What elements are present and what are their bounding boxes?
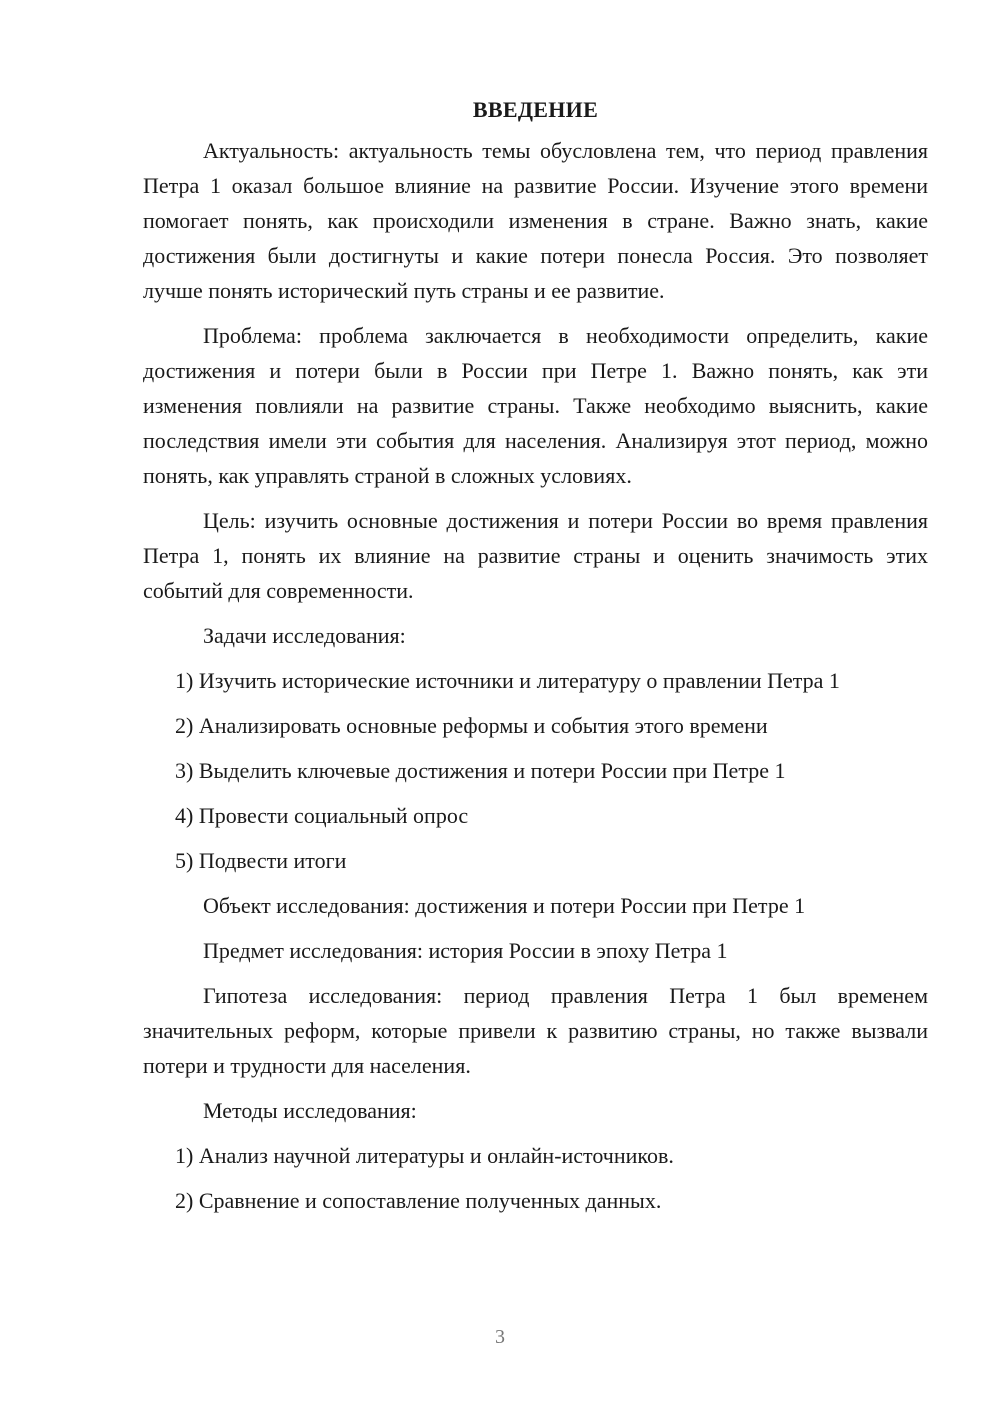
list-item: 4) Провести социальный опрос xyxy=(175,803,469,828)
list-item: 2) Сравнение и сопоставление полученных данных. xyxy=(175,1188,662,1213)
list-item: 1) Изучить исторические источники и литературу о правлении Петра 1 xyxy=(175,668,840,693)
subject-paragraph: Предмет исследования: история России в эпоху Петра 1 xyxy=(203,938,728,963)
tasks-heading: Задачи исследования: xyxy=(203,623,406,648)
problem-paragraph: Проблема: проблема заключается в необходимости определить, какие достижения и потери были в России при Петре 1. Важно понять, как эти изменения повлияли на развитие страны. Также необходимо выяснить, какие последствия имели эти события для населения. Анализируя этот период, можно понять, как управлять страной в сложных условиях. xyxy=(143,323,928,488)
hypothesis-paragraph: Гипотеза исследования: период правления Петра 1 был временем значительных реформ, которые привели к развитию страны, но также вызвали потери и трудности для населения. xyxy=(143,983,928,1078)
document-page xyxy=(143,95,928,1228)
tasks-list xyxy=(143,663,928,878)
goal-paragraph: Цель: изучить основные достижения и потери России во время правления Петра 1, понять их влияние на развитие страны и оценить значимость этих событий для современности. xyxy=(143,508,928,603)
object-paragraph: Объект исследования: достижения и потери России при Петре 1 xyxy=(203,893,806,918)
relevance-paragraph: Актуальность: актуальность темы обусловлена тем, что период правления Петра 1 оказал большое влияние на развитие России. Изучение этого времени помогает понять, как происходили изменения в стране. Важно знать, какие достижения были достигнуты и какие потери понесла Россия. Это позволяет лучше понять исторический путь страны и ее развитие. xyxy=(143,138,928,303)
section-title: ВВЕДЕНИЕ xyxy=(472,97,599,122)
list-item: 5) Подвести итоги xyxy=(175,848,347,873)
list-item: 1) Анализ научной литературы и онлайн-источников. xyxy=(175,1143,674,1168)
list-item: 2) Анализировать основные реформы и события этого времени xyxy=(175,713,768,738)
page-number: 3 xyxy=(495,1326,505,1348)
methods-heading: Методы исследования: xyxy=(203,1098,417,1123)
list-item: 3) Выделить ключевые достижения и потери России при Петре 1 xyxy=(175,758,786,783)
methods-list xyxy=(143,1138,928,1218)
